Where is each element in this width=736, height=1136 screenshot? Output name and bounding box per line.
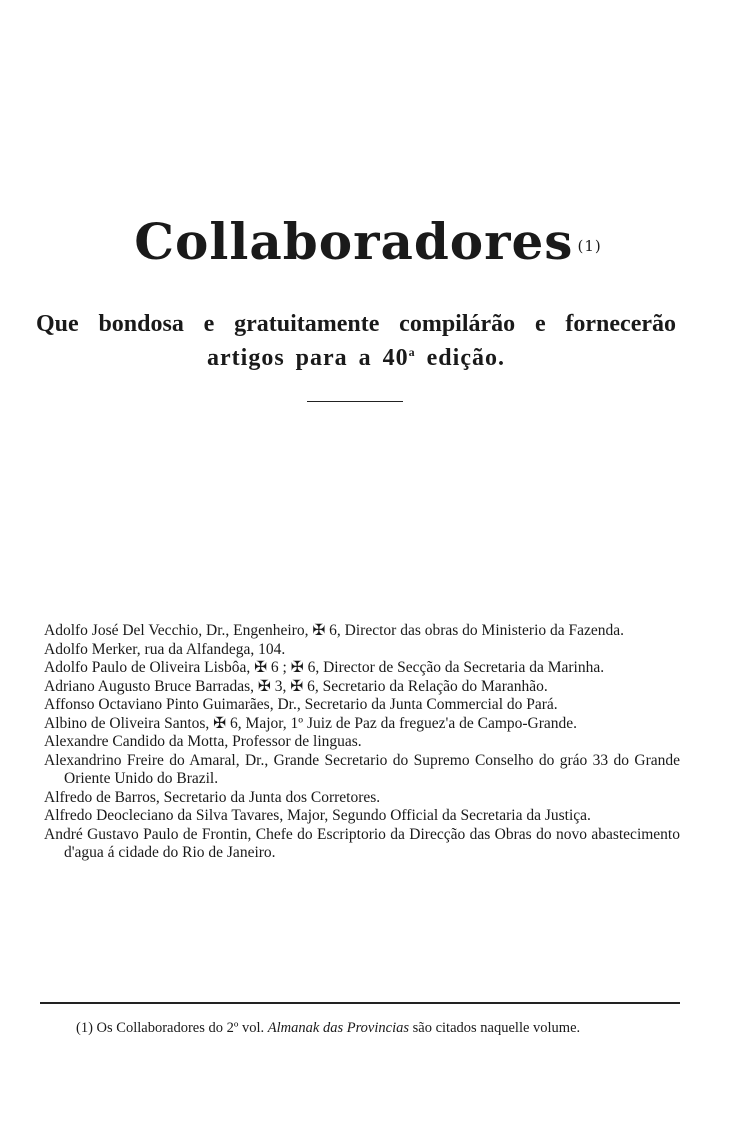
subtitle-line-2-post: edição.	[415, 345, 505, 371]
list-item: André Gustavo Paulo de Frontin, Chefe do Escriptorio da Direcção das Obras do novo abastecimento d'agua á cidade do Rio de Janeiro.	[44, 825, 680, 861]
footnote-text-post: são citados naquelle volume.	[409, 1020, 581, 1036]
footnote-italic-title: Almanak das Provincias	[267, 1020, 410, 1036]
footnote-text-pre: Os Collaboradores do 2º vol.	[92, 1020, 268, 1036]
subtitle-line-2-pre: artigos para a 40	[207, 345, 409, 371]
list-item: Adolfo Merker, rua da Alfandega, 104.	[44, 640, 286, 658]
list-item: Albino de Oliveira Santos, ✠ 6, Major, 1º Juiz de Paz da freguez'a de Campo-Grande.	[44, 714, 578, 732]
page-title	[0, 212, 736, 272]
title-divider	[307, 401, 403, 402]
subtitle-line-2	[36, 338, 676, 372]
list-item: Alexandre Candido da Motta, Professor de linguas.	[44, 733, 362, 750]
title-note-mark: (1)	[577, 237, 602, 255]
footnote	[44, 1020, 680, 1037]
list-item: Adriano Augusto Bruce Barradas, ✠ 3, ✠ 6, Secretario da Relação do Maranhão.	[44, 677, 548, 695]
footnote-mark: (1)	[76, 1020, 93, 1036]
subtitle-ordinal: a	[408, 345, 416, 359]
title-text: Collaboradores	[134, 212, 574, 271]
list-item: Alfredo de Barros, Secretario da Junta dos Corretores.	[44, 788, 381, 806]
list-item: Alfredo Deocleciano da Silva Tavares, Major, Segundo Official da Secretaria da Justiça.	[44, 807, 591, 824]
contributor-list	[44, 622, 680, 863]
subtitle	[36, 310, 676, 372]
list-item: Alexandrino Freire do Amaral, Dr., Grande Secretario do Supremo Conselho do gráo 33 do Grande Oriente Unido do Brazil.	[44, 751, 680, 787]
subtitle-line-1: Que bondosa e gratuitamente compilárão e fornecerão	[36, 311, 676, 337]
list-item: Adolfo Paulo de Oliveira Lisbôa, ✠ 6 ; ✠ 6, Director de Secção da Secretaria da Marinha.	[44, 659, 605, 676]
footnote-divider	[40, 1002, 680, 1004]
list-item: Affonso Octaviano Pinto Guimarães, Dr., Secretario da Junta Commercial do Pará.	[44, 696, 558, 713]
list-item: Adolfo José Del Vecchio, Dr., Engenheiro, ✠ 6, Director das obras do Ministerio da Fazenda.	[44, 622, 625, 639]
